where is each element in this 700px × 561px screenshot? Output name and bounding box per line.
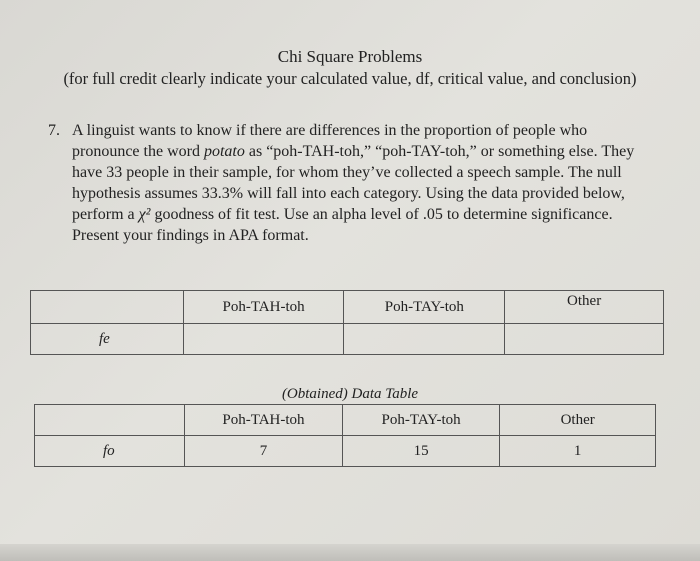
fe-cell-poh-tah-toh[interactable] — [183, 324, 344, 355]
header-cell-poh-tay-toh: Poh-TAY-toh — [344, 291, 505, 324]
page-title: Chi Square Problems — [277, 47, 423, 66]
header-cell-other: Other — [500, 405, 656, 436]
problem-line-part: as “poh-TAH-toh,” “poh-TAY-toh,” or something else. They — [244, 143, 635, 160]
header-cell-poh-tah-toh: Poh-TAH-toh — [185, 405, 343, 436]
fe-cell-poh-tay-toh[interactable] — [344, 324, 505, 355]
table-row — [31, 324, 664, 355]
header-cell-empty — [31, 291, 184, 324]
observed-table-caption: (Obtained) Data Table — [281, 386, 419, 402]
emphasized-word: potato — [203, 143, 245, 160]
problem-number: 7. — [48, 122, 60, 139]
fo-cell-poh-tay-toh: 15 — [342, 436, 500, 467]
expected-frequency-table — [30, 290, 664, 355]
observed-frequency-table — [34, 404, 656, 467]
table-header-row — [35, 405, 656, 436]
problem-line-part: pronounce the word — [72, 143, 204, 160]
header-cell-empty — [35, 405, 185, 436]
problem-text — [72, 120, 672, 246]
problem-line: A linguist wants to know if there are differences in the proportion of people who — [72, 122, 588, 139]
chi-square-symbol: χ² — [138, 206, 151, 223]
row-label-fe: fe — [31, 324, 184, 355]
header-cell-poh-tah-toh: Poh-TAH-toh — [183, 291, 344, 324]
fo-cell-poh-tah-toh: 7 — [185, 436, 343, 467]
header-cell-poh-tay-toh: Poh-TAY-toh — [342, 405, 500, 436]
problem-line — [72, 141, 672, 162]
problem-line-part: perform a — [72, 206, 139, 223]
page-bottom-edge — [0, 544, 700, 561]
problem-line: Present your findings in APA format. — [72, 227, 309, 244]
problem-line: hypothesis assumes 33.3% will fall into each category. Using the data provided below, — [72, 185, 625, 202]
problem-line-part: goodness of fit test. Use an alpha level of .05 to determine significance. — [150, 206, 613, 223]
header-cell-other: Other — [505, 291, 664, 324]
problem-line — [72, 204, 672, 225]
table-header-row — [31, 291, 664, 324]
row-label-fo: fo — [35, 436, 185, 467]
table-row — [35, 436, 656, 467]
fe-cell-other[interactable] — [505, 324, 664, 355]
page-subtitle: (for full credit clearly indicate your calculated value, df, critical value, and conclusion) — [63, 69, 637, 88]
problem-line: have 33 people in their sample, for whom they’ve collected a speech sample. The null — [72, 164, 622, 181]
fo-cell-other: 1 — [500, 436, 656, 467]
